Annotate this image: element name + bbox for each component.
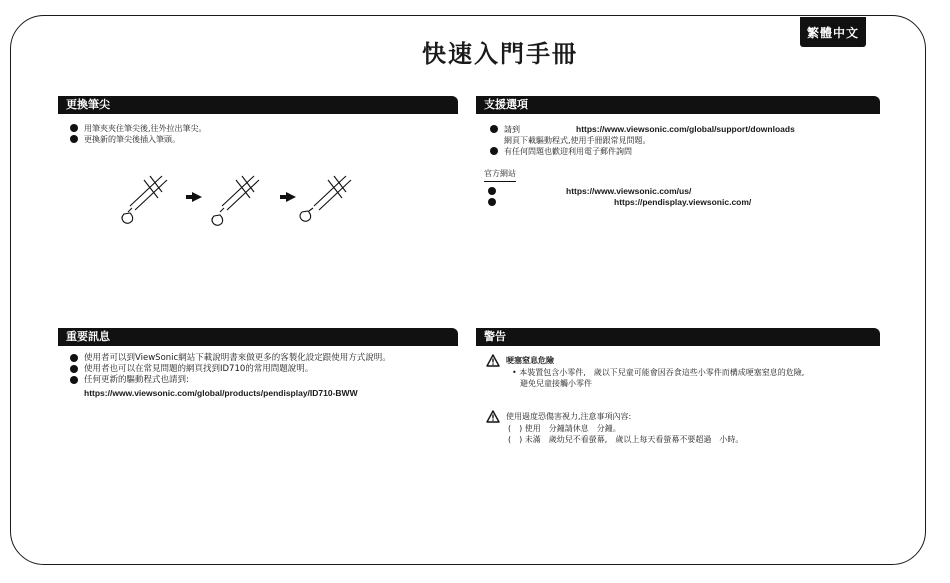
- product-page-link[interactable]: https://www.viewsonic.com/global/products/pendisplay/ID710-BWW: [84, 388, 358, 398]
- bullet-icon: [70, 376, 78, 384]
- section-heading-warning: 警告: [476, 328, 880, 346]
- bullet-icon: [490, 147, 498, 155]
- choking-warning-title: 哽塞窒息危險: [506, 356, 554, 365]
- important-line-3: 任何更新的驅動程式也請到:: [84, 375, 189, 385]
- list-item: [70, 134, 207, 145]
- support-email-line: 有任何問題也歡迎利用電子郵件詢問: [504, 147, 632, 156]
- bullet-icon: [70, 124, 78, 132]
- bullet-icon: [490, 125, 498, 133]
- eyesight-warning-title: 使用過度恐傷害視力,注意事項內容:: [506, 412, 632, 421]
- page-title: 快速入門手冊: [422, 40, 578, 68]
- pen-tip-drawing-3: [300, 176, 351, 221]
- replace-tip-step-1: 用筆夾夾住筆尖後,往外拉出筆尖。: [84, 124, 207, 133]
- pen-tip-drawing-2: [212, 176, 259, 225]
- section-heading-support: 支援選項: [476, 96, 880, 114]
- choking-warning: [486, 354, 804, 389]
- bullet-icon: [70, 365, 78, 373]
- important-line-2: 使用者也可以在常見問題的網頁找到ID710的常用問題說明。: [84, 364, 314, 374]
- bullet-icon: [70, 135, 78, 143]
- bullet-icon: [488, 198, 496, 206]
- important-line-1: 使用者可以到ViewSonic網站下載說明書來做更多的客製化設定跟使用方式說明。: [84, 353, 391, 363]
- important-info: [70, 353, 391, 400]
- list-item: [70, 353, 391, 364]
- list-item: [490, 124, 795, 135]
- choking-warning-text-2: 避免兒童接觸小零件: [520, 379, 592, 388]
- choking-warning-text: [486, 367, 804, 389]
- list-item: [490, 146, 795, 157]
- warning-triangle-icon: [486, 354, 500, 367]
- viewsonic-us-link[interactable]: https://www.viewsonic.com/us/: [566, 186, 692, 196]
- pen-tip-replacement-illustration: [110, 168, 360, 232]
- section-heading-replace-tip: 更換筆尖: [58, 96, 458, 114]
- support-line1-continuation: 網頁下載驅動程式,使用手冊跟常見問題。: [504, 136, 651, 145]
- language-badge: 繁體中文: [800, 17, 866, 47]
- warning-triangle-icon: [486, 410, 500, 423]
- pen-tip-drawing-1: [122, 176, 167, 223]
- arrow-right-icon: [280, 192, 296, 202]
- support-info: [490, 124, 795, 157]
- eyesight-warning: [486, 410, 743, 445]
- list-item: [484, 186, 751, 197]
- bullet-icon: [488, 187, 496, 195]
- list-item: [70, 375, 391, 386]
- choking-warning-text-1: 本裝置包含小零件, 歲以下兒童可能會因吞食這些小零件而構成哽塞窒息的危險,: [519, 368, 805, 377]
- list-item: [70, 364, 391, 375]
- list-item: [70, 123, 207, 134]
- eyesight-warning-line-1: ( ) 使用 分鐘請休息 分鐘。: [508, 424, 621, 433]
- bullet-icon: [70, 354, 78, 362]
- arrow-right-icon: [186, 192, 202, 202]
- bullet-icon: •: [512, 368, 520, 377]
- official-website-label: 官方網站: [484, 168, 516, 182]
- official-website-block: [484, 168, 751, 208]
- replace-tip-instructions: [70, 123, 207, 145]
- support-line1-prefix: 請到: [504, 125, 520, 134]
- pendisplay-link[interactable]: https://pendisplay.viewsonic.com/: [614, 197, 752, 207]
- section-heading-important: 重要訊息: [58, 328, 458, 346]
- eyesight-warning-line-2: ( ) 未滿 歲幼兒不看螢幕, 歲以上每天看螢幕不要超過 小時。: [508, 435, 744, 444]
- replace-tip-step-2: 更換新的筆尖後插入筆頭。: [84, 135, 180, 144]
- support-downloads-link[interactable]: https://www.viewsonic.com/global/support/downloads: [576, 124, 795, 134]
- list-item: [484, 197, 751, 208]
